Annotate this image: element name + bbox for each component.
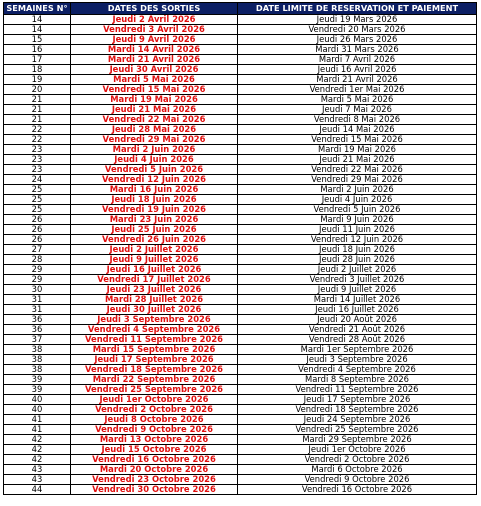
table-row	[4, 455, 477, 465]
departure-date-cell: Vendredi 2 Octobre 2026	[71, 405, 238, 415]
departure-date-cell: Jeudi 25 Juin 2026	[71, 225, 238, 235]
week-cell: 37	[4, 335, 71, 345]
table-row	[4, 195, 477, 205]
week-cell: 28	[4, 255, 71, 265]
week-cell: 22	[4, 125, 71, 135]
departure-date-cell: Vendredi 12 Juin 2026	[71, 175, 238, 185]
table-row	[4, 265, 477, 275]
departure-date-cell: Vendredi 25 Septembre 2026	[71, 385, 238, 395]
week-cell: 14	[4, 15, 71, 25]
deadline-cell: Mardi 7 Avril 2026	[238, 55, 477, 65]
week-cell: 38	[4, 365, 71, 375]
week-cell: 30	[4, 285, 71, 295]
departure-date-cell: Mardi 16 Juin 2026	[71, 185, 238, 195]
departure-date-cell: Jeudi 2 Juillet 2026	[71, 245, 238, 255]
deadline-cell: Mardi 29 Septembre 2026	[238, 435, 477, 445]
week-cell: 21	[4, 115, 71, 125]
week-cell: 29	[4, 275, 71, 285]
departure-date-cell: Jeudi 30 Avril 2026	[71, 65, 238, 75]
departure-date-cell: Vendredi 29 Mai 2026	[71, 135, 238, 145]
departure-date-cell: Vendredi 4 Septembre 2026	[71, 325, 238, 335]
table-row	[4, 25, 477, 35]
week-cell: 17	[4, 55, 71, 65]
table-row	[4, 485, 477, 495]
departure-date-cell: Vendredi 19 Juin 2026	[71, 205, 238, 215]
deadline-cell: Jeudi 16 Juillet 2026	[238, 305, 477, 315]
deadline-cell: Vendredi 3 Juillet 2026	[238, 275, 477, 285]
departure-date-cell: Mardi 5 Mai 2026	[71, 75, 238, 85]
table-row	[4, 155, 477, 165]
departure-date-cell: Jeudi 16 Juillet 2026	[71, 265, 238, 275]
table-row	[4, 125, 477, 135]
schedule-table-container	[3, 2, 476, 495]
schedule-table	[3, 2, 477, 495]
deadline-cell: Jeudi 20 Août 2026	[238, 315, 477, 325]
departure-date-cell: Jeudi 8 Octobre 2026	[71, 415, 238, 425]
table-row	[4, 275, 477, 285]
week-cell: 27	[4, 245, 71, 255]
deadline-cell: Jeudi 21 Mai 2026	[238, 155, 477, 165]
departure-date-cell: Mardi 23 Juin 2026	[71, 215, 238, 225]
table-row	[4, 75, 477, 85]
week-cell: 39	[4, 385, 71, 395]
week-cell: 26	[4, 215, 71, 225]
week-cell: 26	[4, 235, 71, 245]
week-cell: 36	[4, 325, 71, 335]
table-row	[4, 95, 477, 105]
table-row	[4, 35, 477, 45]
departure-date-cell: Vendredi 18 Septembre 2026	[71, 365, 238, 375]
departure-date-cell: Jeudi 4 Juin 2026	[71, 155, 238, 165]
table-row	[4, 115, 477, 125]
departure-date-cell: Vendredi 22 Mai 2026	[71, 115, 238, 125]
departure-date-cell: Vendredi 9 Octobre 2026	[71, 425, 238, 435]
date-column-header: DATES DES SORTIES	[71, 3, 238, 15]
table-row	[4, 85, 477, 95]
table-row	[4, 255, 477, 265]
week-cell: 44	[4, 485, 71, 495]
table-row	[4, 55, 477, 65]
table-row	[4, 105, 477, 115]
deadline-cell: Jeudi 17 Septembre 2026	[238, 395, 477, 405]
table-row	[4, 145, 477, 155]
deadline-cell: Jeudi 16 Avril 2026	[238, 65, 477, 75]
table-row	[4, 45, 477, 55]
deadline-cell: Vendredi 22 Mai 2026	[238, 165, 477, 175]
table-row	[4, 325, 477, 335]
table-row	[4, 165, 477, 175]
deadline-cell: Vendredi 4 Septembre 2026	[238, 365, 477, 375]
week-cell: 31	[4, 305, 71, 315]
table-row	[4, 305, 477, 315]
table-row	[4, 375, 477, 385]
table-row	[4, 385, 477, 395]
week-cell: 38	[4, 345, 71, 355]
week-column-header: SEMAINES N°	[4, 3, 71, 15]
table-row	[4, 225, 477, 235]
week-cell: 29	[4, 265, 71, 275]
table-row	[4, 395, 477, 405]
table-row	[4, 285, 477, 295]
table-row	[4, 435, 477, 445]
week-cell: 31	[4, 295, 71, 305]
week-cell: 42	[4, 435, 71, 445]
departure-date-cell: Vendredi 26 Juin 2026	[71, 235, 238, 245]
week-cell: 25	[4, 205, 71, 215]
table-row	[4, 135, 477, 145]
deadline-cell: Mardi 31 Mars 2026	[238, 45, 477, 55]
deadline-cell: Mardi 2 Juin 2026	[238, 185, 477, 195]
week-cell: 41	[4, 415, 71, 425]
departure-date-cell: Vendredi 16 Octobre 2026	[71, 455, 238, 465]
table-row	[4, 345, 477, 355]
deadline-column-header: DATE LIMITE DE RESERVATION ET PAIEMENT	[238, 3, 477, 15]
deadline-cell: Vendredi 1er Mai 2026	[238, 85, 477, 95]
departure-date-cell: Mardi 2 Juin 2026	[71, 145, 238, 155]
deadline-cell: Mardi 14 Juillet 2026	[238, 295, 477, 305]
departure-date-cell: Jeudi 28 Mai 2026	[71, 125, 238, 135]
deadline-cell: Jeudi 9 Juillet 2026	[238, 285, 477, 295]
deadline-cell: Vendredi 28 Août 2026	[238, 335, 477, 345]
table-row	[4, 415, 477, 425]
week-cell: 16	[4, 45, 71, 55]
departure-date-cell: Jeudi 17 Septembre 2026	[71, 355, 238, 365]
departure-date-cell: Vendredi 3 Avril 2026	[71, 25, 238, 35]
week-cell: 43	[4, 465, 71, 475]
departure-date-cell: Jeudi 30 Juillet 2026	[71, 305, 238, 315]
departure-date-cell: Vendredi 17 Juillet 2026	[71, 275, 238, 285]
departure-date-cell: Vendredi 5 Juin 2026	[71, 165, 238, 175]
table-row	[4, 425, 477, 435]
departure-date-cell: Jeudi 21 Mai 2026	[71, 105, 238, 115]
departure-date-cell: Mardi 15 Septembre 2026	[71, 345, 238, 355]
week-cell: 41	[4, 425, 71, 435]
departure-date-cell: Mardi 14 Avril 2026	[71, 45, 238, 55]
departure-date-cell: Vendredi 11 Septembre 2026	[71, 335, 238, 345]
deadline-cell: Vendredi 9 Octobre 2026	[238, 475, 477, 485]
departure-date-cell: Vendredi 30 Octobre 2026	[71, 485, 238, 495]
header-row	[4, 3, 477, 15]
departure-date-cell: Mardi 20 Octobre 2026	[71, 465, 238, 475]
departure-date-cell: Jeudi 15 Octobre 2026	[71, 445, 238, 455]
deadline-cell: Mardi 1er Septembre 2026	[238, 345, 477, 355]
departure-date-cell: Mardi 19 Mai 2026	[71, 95, 238, 105]
table-row	[4, 15, 477, 25]
departure-date-cell: Vendredi 15 Mai 2026	[71, 85, 238, 95]
departure-date-cell: Jeudi 3 Septembre 2026	[71, 315, 238, 325]
deadline-cell: Jeudi 26 Mars 2026	[238, 35, 477, 45]
deadline-cell: Vendredi 5 Juin 2026	[238, 205, 477, 215]
week-cell: 23	[4, 145, 71, 155]
table-row	[4, 465, 477, 475]
week-cell: 38	[4, 355, 71, 365]
deadline-cell: Vendredi 15 Mai 2026	[238, 135, 477, 145]
week-cell: 25	[4, 185, 71, 195]
week-cell: 25	[4, 195, 71, 205]
departure-date-cell: Jeudi 23 Juillet 2026	[71, 285, 238, 295]
week-cell: 24	[4, 175, 71, 185]
deadline-cell: Vendredi 16 Octobre 2026	[238, 485, 477, 495]
departure-date-cell: Jeudi 18 Juin 2026	[71, 195, 238, 205]
departure-date-cell: Jeudi 9 Avril 2026	[71, 35, 238, 45]
week-cell: 26	[4, 225, 71, 235]
deadline-cell: Mardi 8 Septembre 2026	[238, 375, 477, 385]
table-row	[4, 335, 477, 345]
deadline-cell: Mardi 19 Mai 2026	[238, 145, 477, 155]
deadline-cell: Vendredi 21 Août 2026	[238, 325, 477, 335]
table-body	[4, 15, 477, 495]
departure-date-cell: Jeudi 2 Avril 2026	[71, 15, 238, 25]
week-cell: 23	[4, 155, 71, 165]
deadline-cell: Jeudi 1er Octobre 2026	[238, 445, 477, 455]
deadline-cell: Jeudi 4 Juin 2026	[238, 195, 477, 205]
table-row	[4, 445, 477, 455]
table-row	[4, 475, 477, 485]
week-cell: 19	[4, 75, 71, 85]
week-cell: 21	[4, 105, 71, 115]
table-row	[4, 235, 477, 245]
week-cell: 14	[4, 25, 71, 35]
deadline-cell: Jeudi 14 Mai 2026	[238, 125, 477, 135]
table-row	[4, 215, 477, 225]
week-cell: 42	[4, 445, 71, 455]
week-cell: 23	[4, 165, 71, 175]
deadline-cell: Vendredi 12 Juin 2026	[238, 235, 477, 245]
table-row	[4, 65, 477, 75]
deadline-cell: Mardi 9 Juin 2026	[238, 215, 477, 225]
departure-date-cell: Jeudi 9 Juillet 2026	[71, 255, 238, 265]
deadline-cell: Jeudi 2 Juillet 2026	[238, 265, 477, 275]
table-row	[4, 355, 477, 365]
departure-date-cell: Jeudi 1er Octobre 2026	[71, 395, 238, 405]
table-row	[4, 205, 477, 215]
deadline-cell: Jeudi 28 Juin 2026	[238, 255, 477, 265]
week-cell: 22	[4, 135, 71, 145]
deadline-cell: Vendredi 18 Septembre 2026	[238, 405, 477, 415]
week-cell: 15	[4, 35, 71, 45]
week-cell: 36	[4, 315, 71, 325]
deadline-cell: Jeudi 24 Septembre 2026	[238, 415, 477, 425]
departure-date-cell: Mardi 22 Septembre 2026	[71, 375, 238, 385]
deadline-cell: Vendredi 11 Septembre 2026	[238, 385, 477, 395]
departure-date-cell: Mardi 13 Octobre 2026	[71, 435, 238, 445]
deadline-cell: Jeudi 3 Septembre 2026	[238, 355, 477, 365]
deadline-cell: Jeudi 18 Juin 2026	[238, 245, 477, 255]
week-cell: 21	[4, 95, 71, 105]
week-cell: 39	[4, 375, 71, 385]
deadline-cell: Mardi 6 Octobre 2026	[238, 465, 477, 475]
week-cell: 20	[4, 85, 71, 95]
deadline-cell: Vendredi 2 Octobre 2026	[238, 455, 477, 465]
deadline-cell: Vendredi 20 Mars 2026	[238, 25, 477, 35]
deadline-cell: Jeudi 19 Mars 2026	[238, 15, 477, 25]
table-row	[4, 295, 477, 305]
deadline-cell: Jeudi 7 Mai 2026	[238, 105, 477, 115]
table-row	[4, 405, 477, 415]
week-cell: 18	[4, 65, 71, 75]
week-cell: 40	[4, 395, 71, 405]
deadline-cell: Mardi 5 Mai 2026	[238, 95, 477, 105]
deadline-cell: Vendredi 25 Septembre 2026	[238, 425, 477, 435]
table-row	[4, 185, 477, 195]
week-cell: 43	[4, 475, 71, 485]
deadline-cell: Jeudi 11 Juin 2026	[238, 225, 477, 235]
week-cell: 42	[4, 455, 71, 465]
departure-date-cell: Vendredi 23 Octobre 2026	[71, 475, 238, 485]
table-row	[4, 315, 477, 325]
departure-date-cell: Mardi 28 Juillet 2026	[71, 295, 238, 305]
deadline-cell: Vendredi 29 Mai 2026	[238, 175, 477, 185]
table-row	[4, 365, 477, 375]
deadline-cell: Vendredi 8 Mai 2026	[238, 115, 477, 125]
table-row	[4, 245, 477, 255]
table-row	[4, 175, 477, 185]
deadline-cell: Mardi 21 Avril 2026	[238, 75, 477, 85]
week-cell: 40	[4, 405, 71, 415]
departure-date-cell: Mardi 21 Avril 2026	[71, 55, 238, 65]
